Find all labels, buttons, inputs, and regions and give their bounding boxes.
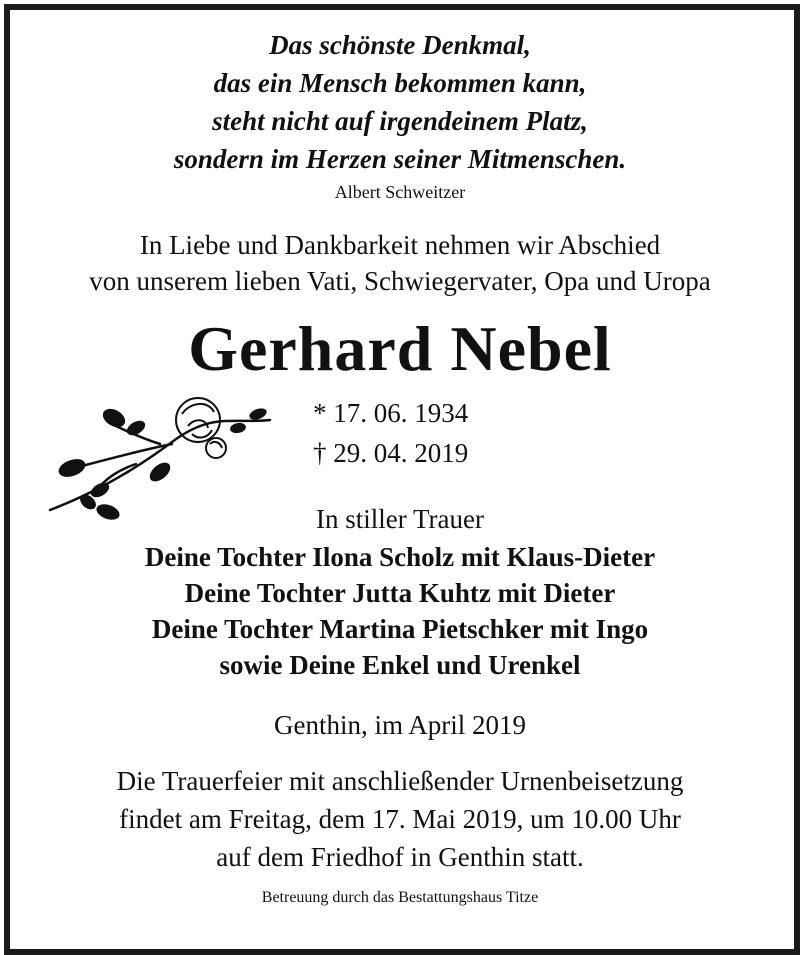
quote-line: Das schönste Denkmal, [269,30,531,60]
service-line: findet am Freitag, dem 17. Mai 2019, um 10.00 Uhr [119,804,681,834]
place-date: Genthin, im April 2019 [274,710,526,740]
funeral-home-credit: Betreuung durch das Bestattungshaus Titze [261,889,539,906]
intro-line: In Liebe und Dankbarkeit nehmen wir Abschied [139,230,661,260]
quote-line: steht nicht auf irgendeinem Platz, [212,106,588,136]
deceased-name: Gerhard Nebel [188,313,612,384]
death-date: † 29. 04. 2019 [313,438,469,468]
mourner-line: Deine Tochter Martina Pietschker mit Ingo [151,614,649,644]
quote-line: das ein Mensch bekommen kann, [213,68,587,98]
service-line: Die Trauerfeier mit anschließender Urnenbeisetzung [116,766,684,796]
quote-author: Albert Schweitzer [334,182,466,202]
service-line: auf dem Friedhof in Genthin statt. [216,842,584,872]
mourner-line: Deine Tochter Jutta Kuhtz mit Dieter [184,578,616,608]
birth-date: * 17. 06. 1934 [313,398,469,428]
quote-line: sondern im Herzen seiner Mitmenschen. [173,144,627,174]
mourner-line: Deine Tochter Ilona Scholz mit Klaus-Dieter [144,542,656,572]
rose-illustration [42,384,282,524]
intro-line: von unserem lieben Vati, Schwiegervater, Opa und Uropa [89,266,711,296]
mourner-line: sowie Deine Enkel und Urenkel [219,650,581,680]
mourning-heading: In stiller Trauer [316,504,484,534]
